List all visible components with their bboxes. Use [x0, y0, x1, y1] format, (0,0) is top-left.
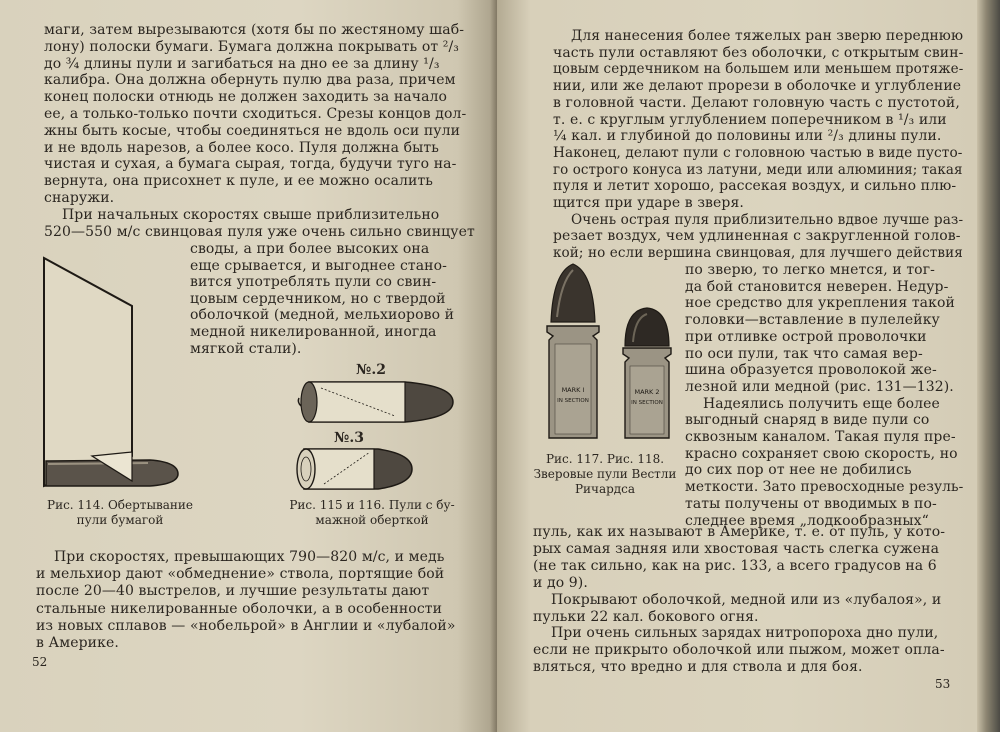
text-line: калибра. Она должна обернуть пулю два раза, причем [44, 72, 456, 89]
caption-line: Зверовые пули Вестли [533, 467, 677, 481]
text-line: Очень острая пуля приблизительно вдвое лучше раз- [571, 211, 964, 228]
text-line: часть пули оставляют без оболочки, с открытым свин- [553, 44, 964, 61]
text-line: ¼ кал. и глубиной до половины или ²/₃ длины пули. [553, 128, 942, 145]
label-no3: №.3 [334, 430, 365, 446]
svg-text:MARK 2: MARK 2 [634, 388, 660, 396]
text-line: в головной части. Делают головную часть с пустотой, [553, 94, 960, 111]
text-line: еще срывается, и выгоднее стано- [190, 257, 447, 274]
text-line: цовым сердечником, но с твердой [190, 290, 446, 307]
label-no2: №.2 [356, 362, 387, 378]
fig-117-118-caption [525, 452, 685, 497]
text-line: следнее время „лодкообразных“ [685, 512, 929, 529]
text-line: жны быть косые, чтобы соединяться не вдоль оси пули [44, 122, 461, 139]
text-line: кой; но если вершина свинцовая, для лучшего действия [553, 245, 963, 262]
text-line: нии, или же делают прорези в оболочке и углубление [553, 78, 962, 95]
text-line: пульки 22 кал. бокового огня. [533, 608, 759, 625]
text-line: мягкой стали). [190, 340, 302, 357]
fig-117-mark-1-bullet [543, 262, 603, 442]
fig-115-bullet [295, 378, 455, 426]
text-line: красно сохраняет свою скорость, но [685, 445, 958, 462]
svg-text:MARK I: MARK I [561, 386, 585, 394]
text-line: вляться, что вредно и для ствола и для боя. [533, 659, 863, 676]
text-line: ное средство для укрепления такой [685, 295, 955, 312]
left-page [0, 0, 497, 732]
text-line: вернута, она присохнет к пуле, и ее можно осалить [44, 173, 434, 190]
text-line: до ¾ длины пули и загибаться на дно ее за длину ¹/₃ [44, 55, 440, 72]
fig-118-mark-2-bullet [619, 306, 675, 440]
page-number-left: 52 [32, 655, 48, 669]
text-line: если не прикрыто оболочкой или пыжом, может опла- [533, 642, 945, 659]
text-line: рых самая задняя или хвостовая часть слегка сужена [533, 540, 940, 557]
text-line: до сих пор от нее не добились [685, 462, 912, 479]
text-line: по оси пули, так что самая вер- [685, 345, 923, 362]
text-line: шина образуется проволокой же- [685, 362, 937, 379]
text-line: сквозным каналом. Такая пуля пре- [685, 429, 956, 445]
text-line: снаружи. [44, 190, 115, 206]
text-line: по зверю, то легко мнется, и тог- [685, 262, 935, 278]
text-line: ее, а только-только почти сходиться. Срезы концов дол- [44, 106, 467, 122]
text-line: пуля и летит хорошо, рассекая воздух, и сильно плю- [553, 178, 957, 195]
fig-114-caption [30, 498, 210, 528]
text-line: чистая и сухая, а бумага сырая, тогда, будучи туго на- [44, 156, 457, 173]
text-line: и не вдоль нарезов, а более косо. Пуля должна быть [44, 139, 439, 156]
text-line: меткости. Зато превосходные резуль- [685, 479, 964, 496]
caption-line: Ричардса [574, 482, 636, 496]
caption-line: Рис. 117. Рис. 118. [545, 452, 665, 466]
text-line: выгодный снаряд в виде пули со [685, 412, 930, 429]
text-line: Покрывают оболочкой, медной или из «лубалоя», и [551, 591, 942, 608]
text-line: и мельхиор дают «обмеднение» ствола, портящие бой [36, 566, 445, 583]
text-line: лону) полоски бумаги. Бумага должна покрывать от ²/₃ [44, 38, 459, 55]
caption-line: Рис. 114. Обертывание [47, 498, 193, 512]
text-line: Надеялись получить еще более [703, 395, 940, 412]
svg-text:IN SECTION: IN SECTION [557, 398, 589, 404]
text-line: цовым сердечником на большем или меньшем протяже- [553, 61, 964, 78]
text-line: таты получены от вводимых в по- [685, 495, 937, 512]
text-line: лезной или медной (рис. 131—132). [685, 378, 954, 395]
svg-text:IN SECTION: IN SECTION [631, 400, 663, 406]
text-line: щится при ударе в зверя. [553, 195, 744, 211]
text-line: вится употреблять пули со свин- [190, 274, 437, 291]
text-line: при отливке острой проволочки [685, 328, 927, 345]
fig-114-paper-wrapping [40, 256, 180, 492]
caption-line: мажной оберткой [315, 513, 429, 527]
text-line: головки—вставление в пулелейку [685, 312, 940, 329]
text-line: (не так сильно, как на рис. 133, а всего градусов на 6 [533, 557, 937, 574]
text-line: в Америке. [36, 635, 119, 651]
right-page [497, 0, 977, 732]
text-line: стальные никелированные оболочки, а в особенности [36, 600, 443, 617]
text-line: т. е. с круглым углублением поперечником в ¹/₃ или [553, 111, 947, 128]
fig-115-116-caption [282, 498, 462, 528]
page-edges [977, 0, 1000, 732]
text-line: медной никелированной, иногда [190, 324, 437, 340]
text-line: резает воздух, чем удлиненная с закругленной голов- [553, 228, 961, 245]
text-line: да бой становится неверен. Недур- [685, 278, 949, 295]
text-line: и до 9). [533, 574, 588, 591]
fig-116-bullet [294, 446, 414, 492]
text-line: из новых сплавов — «нобельрой» в Англии и «лубалой» [36, 617, 456, 634]
text-line: маги, затем вырезываются (хотя бы по жестяному шаб- [44, 22, 465, 38]
text-line: Наконец, делают пули с головною частью в виде пусто- [553, 144, 963, 161]
text-line: после 20—40 выстрелов, и лучшие результаты дают [36, 583, 430, 600]
text-line: 520—550 м/с свинцовая пуля уже очень сильно свинцует [44, 223, 475, 240]
page-number-right: 53 [935, 677, 951, 691]
text-line: При очень сильных зарядах нитропороха дно пули, [551, 625, 939, 642]
text-line: оболочкой (медной, мельхиорово й [190, 307, 455, 324]
text-line: пуль, как их называют в Америке, т. е. от пуль, у кото- [533, 524, 946, 540]
caption-line: пули бумагой [76, 513, 164, 527]
text-line: конец полоски отнюдь не должен заходить за начало [44, 89, 448, 106]
text-line: своды, а при более высоких она [190, 241, 430, 257]
text-line: При скоростях, превышающих 790—820 м/с, и медь [54, 549, 445, 565]
text-line: Для нанесения более тяжелых ран зверю переднюю [571, 28, 964, 44]
caption-line: Рис. 115 и 116. Пули с бу- [289, 498, 455, 512]
text-line: го острого конуса из латуни, меди или алюминия; такая [553, 161, 963, 178]
text-line: При начальных скоростях свыше приблизительно [62, 206, 440, 223]
